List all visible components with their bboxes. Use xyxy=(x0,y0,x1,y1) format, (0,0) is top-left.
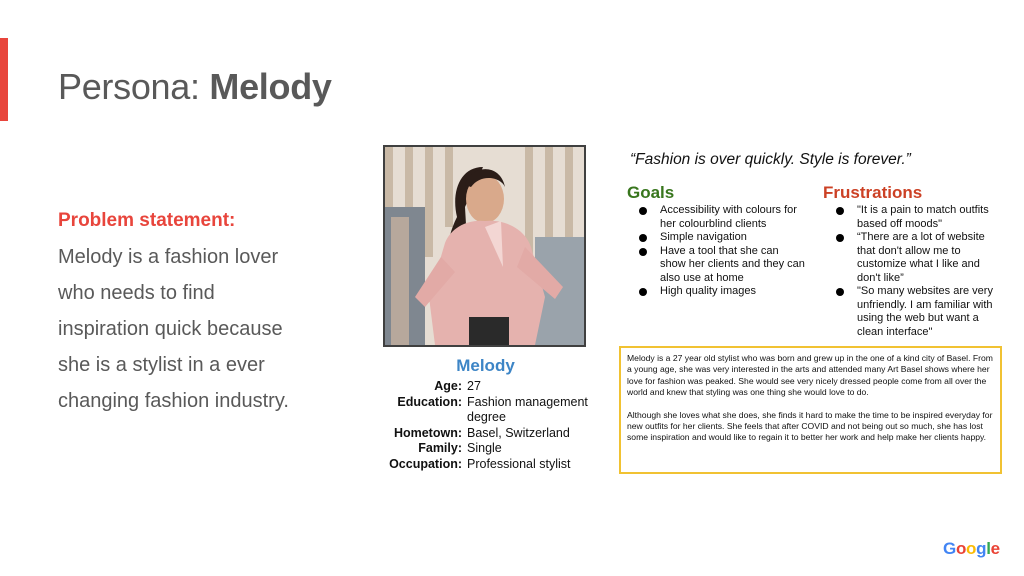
detail-occupation xyxy=(380,457,602,473)
detail-key: Family: xyxy=(418,441,462,456)
logo-letter: g xyxy=(976,539,987,558)
title-persona-name: Melody xyxy=(209,66,332,107)
detail-education xyxy=(380,395,602,426)
detail-family xyxy=(380,441,602,457)
bio-paragraph: Although she loves what she does, she finds it hard to make the time to be inspired everyday for new outfits for her clients. She feels that after COVID and not being out so much, she has lost some inspiration and would like to regain it to better her work and help make her clients happy. xyxy=(627,409,993,443)
detail-key: Age: xyxy=(434,379,462,393)
accent-bar xyxy=(0,38,8,121)
frustration-item: "It is a pain to match outfits based off moods" xyxy=(833,204,1005,231)
detail-key: Occupation: xyxy=(389,456,462,471)
persona-details xyxy=(380,379,602,473)
page-title xyxy=(58,66,332,108)
detail-key: Education: xyxy=(397,394,462,409)
goal-item: Have a tool that she can show her clients and they can also use at home xyxy=(636,245,806,286)
problem-statement xyxy=(58,203,308,419)
logo-letter: l xyxy=(986,539,991,558)
persona-name: Melody xyxy=(456,356,515,375)
persona-photo xyxy=(383,145,586,347)
goals-list xyxy=(636,204,806,299)
logo-letter: G xyxy=(943,539,956,558)
logo-letter: o xyxy=(966,539,977,558)
goal-item: Simple navigation xyxy=(636,231,806,245)
goal-item: Accessibility with colours for her colourblind clients xyxy=(636,204,806,231)
bio-paragraph: Melody is a 27 year old stylist who was born and grew up in the one of a kind city of Basel. From a young age, she was very interested in the arts and attended many Art Basel shows where her love for fashion was peaked. She would see very nicely dressed people come from all over the world and knew that styling was one thing she would love to do. xyxy=(627,353,993,398)
goal-item: High quality images xyxy=(636,285,806,299)
detail-key: Hometown: xyxy=(393,425,462,440)
frustrations-heading: Frustrations xyxy=(823,183,923,202)
detail-hometown xyxy=(380,426,602,442)
persona-bio xyxy=(619,346,1002,474)
problem-statement-text: Melody is a fashion lover who needs to find inspiration quick because she is a stylist in a ever changing fashion industry. xyxy=(58,246,289,412)
logo-letter: e xyxy=(990,539,1000,558)
goals-heading: Goals xyxy=(627,183,675,202)
detail-value: Fashion management degree xyxy=(467,394,588,425)
detail-value: Single xyxy=(467,441,502,456)
problem-statement-label: Problem statement: xyxy=(58,210,236,231)
frustrations-list xyxy=(833,204,1005,339)
google-logo xyxy=(943,539,1000,559)
logo-letter: o xyxy=(955,539,967,558)
detail-value: 27 xyxy=(467,379,481,393)
frustration-item: "So many websites are very unfriendly. I am familiar with using the web but want a clean interface" xyxy=(833,285,1005,339)
detail-age xyxy=(380,379,602,395)
persona-quote: “Fashion is over quickly. Style is forever.” xyxy=(630,151,911,168)
detail-value: Basel, Switzerland xyxy=(467,425,570,440)
persona-photo-image xyxy=(385,147,584,345)
frustration-item: “There are a lot of website that don't allow me to customize what I like and don't like” xyxy=(833,231,1005,285)
title-prefix: Persona: xyxy=(58,66,210,107)
detail-value: Professional stylist xyxy=(467,456,571,471)
